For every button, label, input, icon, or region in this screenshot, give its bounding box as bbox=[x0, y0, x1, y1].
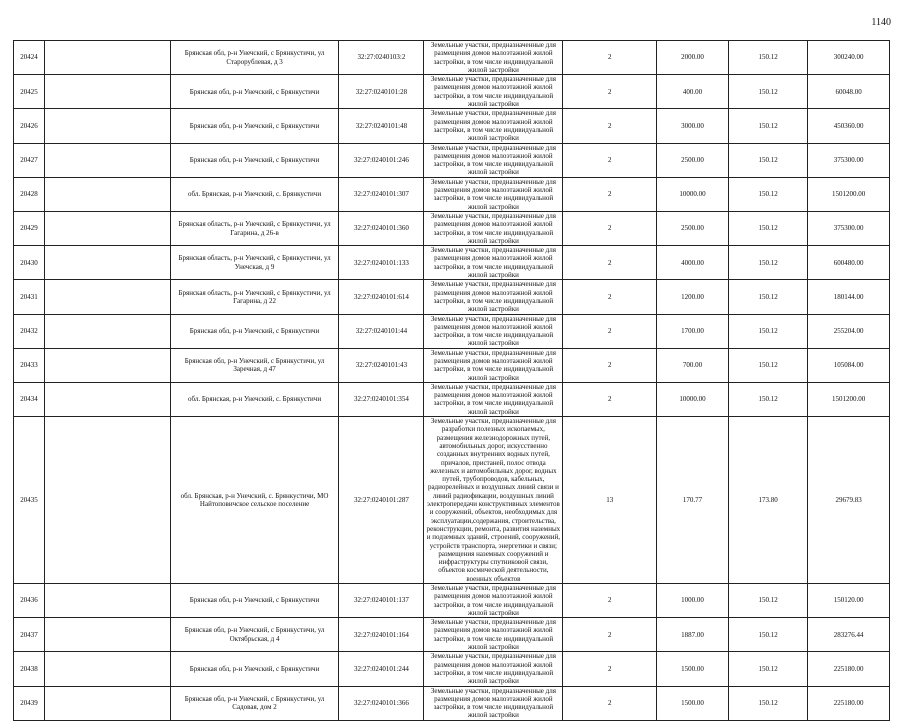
group-cell: 2 bbox=[563, 246, 657, 280]
spacer-cell bbox=[44, 41, 170, 75]
address-cell: Брянская обл, р-н Унечский, с Брянкустичи, ул Садовая, дом 2 bbox=[170, 686, 339, 720]
group-cell: 2 bbox=[563, 143, 657, 177]
group-cell: 2 bbox=[563, 75, 657, 109]
row-number-cell: 20431 bbox=[14, 280, 45, 314]
specific-value-cell: 173.80 bbox=[728, 417, 807, 584]
cadastral-value-cell: 180144.00 bbox=[808, 280, 890, 314]
row-number-cell: 20428 bbox=[14, 177, 45, 211]
page-number: 1140 bbox=[871, 17, 891, 28]
group-cell: 2 bbox=[563, 109, 657, 143]
area-cell: 2500.00 bbox=[657, 211, 729, 245]
spacer-cell bbox=[44, 211, 170, 245]
cadastral-value-cell: 1501200.00 bbox=[808, 382, 890, 416]
row-number-cell: 20438 bbox=[14, 652, 45, 686]
land-use-cell: Земельные участки, предназначенные для размещения домов малоэтажной жилой застройки, в том числе индивидуальной жилой застройки bbox=[424, 348, 563, 382]
row-number-cell: 20439 bbox=[14, 686, 45, 720]
cadastral-number-cell: 32:27:0240101:164 bbox=[339, 618, 424, 652]
address-cell: Брянская обл, р-н Унечский, с Брянкустичи bbox=[170, 75, 339, 109]
address-cell: Брянская обл, р-н Унечский, с Брянкустичи bbox=[170, 652, 339, 686]
address-cell: Брянская обл, р-н Унечский, с Брянкустичи bbox=[170, 584, 339, 618]
table-row bbox=[14, 584, 890, 618]
land-use-cell: Земельные участки, предназначенные для размещения домов малоэтажной жилой застройки, в том числе индивидуальной жилой застройки bbox=[424, 686, 563, 720]
area-cell: 4000.00 bbox=[657, 246, 729, 280]
cadastral-value-cell: 60048.00 bbox=[808, 75, 890, 109]
address-cell: Брянская область, р-н Унечский, с Брянкустичи, ул Унечская, д 9 bbox=[170, 246, 339, 280]
group-cell: 2 bbox=[563, 280, 657, 314]
specific-value-cell: 150.12 bbox=[728, 280, 807, 314]
area-cell: 1700.00 bbox=[657, 314, 729, 348]
area-cell: 700.00 bbox=[657, 348, 729, 382]
spacer-cell bbox=[44, 348, 170, 382]
group-cell: 2 bbox=[563, 348, 657, 382]
cadastral-value-cell: 450360.00 bbox=[808, 109, 890, 143]
group-cell: 2 bbox=[563, 618, 657, 652]
cadastral-value-cell: 300240.00 bbox=[808, 41, 890, 75]
group-cell: 2 bbox=[563, 314, 657, 348]
spacer-cell bbox=[44, 280, 170, 314]
table-row bbox=[14, 246, 890, 280]
land-use-cell: Земельные участки, предназначенные для размещения домов малоэтажной жилой застройки, в том числе индивидуальной жилой застройки bbox=[424, 41, 563, 75]
table-row bbox=[14, 280, 890, 314]
table-row bbox=[14, 211, 890, 245]
cadastral-number-cell: 32:27:0240101:28 bbox=[339, 75, 424, 109]
area-cell: 1000.00 bbox=[657, 584, 729, 618]
cadastral-number-cell: 32:27:0240101:133 bbox=[339, 246, 424, 280]
row-number-cell: 20435 bbox=[14, 417, 45, 584]
row-number-cell: 20424 bbox=[14, 41, 45, 75]
specific-value-cell: 150.12 bbox=[728, 246, 807, 280]
specific-value-cell: 150.12 bbox=[728, 686, 807, 720]
cadastral-value-cell: 375300.00 bbox=[808, 143, 890, 177]
table-row bbox=[14, 382, 890, 416]
table-row bbox=[14, 417, 890, 584]
cadastral-value-cell: 105084.00 bbox=[808, 348, 890, 382]
cadastral-value-cell: 600480.00 bbox=[808, 246, 890, 280]
cadastral-number-cell: 32:27:0240101:307 bbox=[339, 177, 424, 211]
row-number-cell: 20430 bbox=[14, 246, 45, 280]
cadastral-number-cell: 32:27:0240103:2 bbox=[339, 41, 424, 75]
table-row bbox=[14, 652, 890, 686]
land-use-cell: Земельные участки, предназначенные для размещения домов малоэтажной жилой застройки, в том числе индивидуальной жилой застройки bbox=[424, 211, 563, 245]
specific-value-cell: 150.12 bbox=[728, 584, 807, 618]
cadastral-number-cell: 32:27:0240101:44 bbox=[339, 314, 424, 348]
spacer-cell bbox=[44, 686, 170, 720]
land-use-cell: Земельные участки, предназначенные для разработки полезных ископаемых, размещения железнодорожных путей, автомобильных дорог, искусственно созданных внутренних водных путей, причалов, пристаней, полос отвода железных и автомобильных дорог, водных путей, трубопроводов, кабельных, радиорелейных и воздушных линий связи и линий радиофикации, воздушных линий электропередачи конструктивных элементов и сооружений, объектов, необходимых для эксплуатации,содержания, строительства, реконструкции, ремонта, развития наземных и подземных зданий, строений, сооружений, устройств транспорта, энергетики и связи; размещения наземных сооружений и инфраструктуры спутниковой связи, объектов космической деятельности, военных объектов bbox=[424, 417, 563, 584]
spacer-cell bbox=[44, 382, 170, 416]
cadastral-number-cell: 32:27:0240101:48 bbox=[339, 109, 424, 143]
land-use-cell: Земельные участки, предназначенные для размещения домов малоэтажной жилой застройки, в том числе индивидуальной жилой застройки bbox=[424, 382, 563, 416]
specific-value-cell: 150.12 bbox=[728, 41, 807, 75]
cadastral-value-cell: 375300.00 bbox=[808, 211, 890, 245]
specific-value-cell: 150.12 bbox=[728, 348, 807, 382]
specific-value-cell: 150.12 bbox=[728, 211, 807, 245]
area-cell: 170.77 bbox=[657, 417, 729, 584]
table-body bbox=[14, 41, 890, 721]
area-cell: 1500.00 bbox=[657, 652, 729, 686]
spacer-cell bbox=[44, 584, 170, 618]
specific-value-cell: 150.12 bbox=[728, 314, 807, 348]
group-cell: 2 bbox=[563, 211, 657, 245]
table-row bbox=[14, 314, 890, 348]
cadastral-number-cell: 32:27:0240101:43 bbox=[339, 348, 424, 382]
table-row bbox=[14, 41, 890, 75]
group-cell: 2 bbox=[563, 584, 657, 618]
spacer-cell bbox=[44, 618, 170, 652]
spacer-cell bbox=[44, 177, 170, 211]
address-cell: обл. Брянская, р-н Унечский, с. Брянкустичи bbox=[170, 382, 339, 416]
address-cell: Брянская обл, р-н Унечский, с Брянкустичи bbox=[170, 143, 339, 177]
cadastral-number-cell: 32:27:0240101:287 bbox=[339, 417, 424, 584]
address-cell: Брянская обл, р-н Унечский, с Брянкустичи, ул Заречная, д 47 bbox=[170, 348, 339, 382]
specific-value-cell: 150.12 bbox=[728, 177, 807, 211]
land-use-cell: Земельные участки, предназначенные для размещения домов малоэтажной жилой застройки, в том числе индивидуальной жилой застройки bbox=[424, 652, 563, 686]
cadastral-number-cell: 32:27:0240101:360 bbox=[339, 211, 424, 245]
group-cell: 13 bbox=[563, 417, 657, 584]
address-cell: Брянская обл, р-н Унечский, с Брянкустичи, ул Октябрьская, д 4 bbox=[170, 618, 339, 652]
group-cell: 2 bbox=[563, 41, 657, 75]
row-number-cell: 20425 bbox=[14, 75, 45, 109]
row-number-cell: 20434 bbox=[14, 382, 45, 416]
area-cell: 2500.00 bbox=[657, 143, 729, 177]
spacer-cell bbox=[44, 109, 170, 143]
group-cell: 2 bbox=[563, 652, 657, 686]
cadastral-value-cell: 29679.83 bbox=[808, 417, 890, 584]
cadastral-value-table bbox=[13, 40, 890, 721]
specific-value-cell: 150.12 bbox=[728, 143, 807, 177]
table-row bbox=[14, 686, 890, 720]
address-cell: Брянская обл, р-н Унечский, с Брянкустичи bbox=[170, 314, 339, 348]
area-cell: 3000.00 bbox=[657, 109, 729, 143]
group-cell: 2 bbox=[563, 686, 657, 720]
row-number-cell: 20426 bbox=[14, 109, 45, 143]
cadastral-number-cell: 32:27:0240101:614 bbox=[339, 280, 424, 314]
land-use-cell: Земельные участки, предназначенные для размещения домов малоэтажной жилой застройки, в том числе индивидуальной жилой застройки bbox=[424, 584, 563, 618]
land-use-cell: Земельные участки, предназначенные для размещения домов малоэтажной жилой застройки, в том числе индивидуальной жилой застройки bbox=[424, 75, 563, 109]
spacer-cell bbox=[44, 417, 170, 584]
cadastral-value-cell: 255204.00 bbox=[808, 314, 890, 348]
table-row bbox=[14, 177, 890, 211]
land-use-cell: Земельные участки, предназначенные для размещения домов малоэтажной жилой застройки, в том числе индивидуальной жилой застройки bbox=[424, 246, 563, 280]
table-row bbox=[14, 143, 890, 177]
land-use-cell: Земельные участки, предназначенные для размещения домов малоэтажной жилой застройки, в том числе индивидуальной жилой застройки bbox=[424, 618, 563, 652]
table-row bbox=[14, 109, 890, 143]
address-cell: Брянская обл, р-н Унечский, с Брянкустичи, ул Старорублевая, д 3 bbox=[170, 41, 339, 75]
spacer-cell bbox=[44, 246, 170, 280]
land-use-cell: Земельные участки, предназначенные для размещения домов малоэтажной жилой застройки, в том числе индивидуальной жилой застройки bbox=[424, 314, 563, 348]
address-cell: обл. Брянская, р-н Унечский, с. Брянкустичи, МО Найтоповичское сельское поселение bbox=[170, 417, 339, 584]
spacer-cell bbox=[44, 652, 170, 686]
address-cell: Брянская область, р-н Унечский, с Брянкустичи, ул Гагарина, д 26-в bbox=[170, 211, 339, 245]
specific-value-cell: 150.12 bbox=[728, 109, 807, 143]
group-cell: 2 bbox=[563, 177, 657, 211]
area-cell: 10000.00 bbox=[657, 177, 729, 211]
cadastral-number-cell: 32:27:0240101:137 bbox=[339, 584, 424, 618]
cadastral-value-cell: 1501200.00 bbox=[808, 177, 890, 211]
specific-value-cell: 150.12 bbox=[728, 75, 807, 109]
area-cell: 1500.00 bbox=[657, 686, 729, 720]
land-use-cell: Земельные участки, предназначенные для размещения домов малоэтажной жилой застройки, в том числе индивидуальной жилой застройки bbox=[424, 177, 563, 211]
cadastral-number-cell: 32:27:0240101:354 bbox=[339, 382, 424, 416]
row-number-cell: 20436 bbox=[14, 584, 45, 618]
table-row bbox=[14, 75, 890, 109]
cadastral-number-cell: 32:27:0240101:244 bbox=[339, 652, 424, 686]
specific-value-cell: 150.12 bbox=[728, 618, 807, 652]
group-cell: 2 bbox=[563, 382, 657, 416]
cadastral-number-cell: 32:27:0240101:246 bbox=[339, 143, 424, 177]
spacer-cell bbox=[44, 143, 170, 177]
cadastral-value-cell: 283276.44 bbox=[808, 618, 890, 652]
cadastral-value-cell: 225180.00 bbox=[808, 652, 890, 686]
cadastral-number-cell: 32:27:0240101:366 bbox=[339, 686, 424, 720]
area-cell: 1887.00 bbox=[657, 618, 729, 652]
row-number-cell: 20437 bbox=[14, 618, 45, 652]
row-number-cell: 20433 bbox=[14, 348, 45, 382]
row-number-cell: 20432 bbox=[14, 314, 45, 348]
table-row bbox=[14, 618, 890, 652]
cadastral-value-cell: 150120.00 bbox=[808, 584, 890, 618]
address-cell: Брянская обл, р-н Унечский, с Брянкустичи bbox=[170, 109, 339, 143]
spacer-cell bbox=[44, 314, 170, 348]
area-cell: 1200.00 bbox=[657, 280, 729, 314]
spacer-cell bbox=[44, 75, 170, 109]
specific-value-cell: 150.12 bbox=[728, 652, 807, 686]
cadastral-value-cell: 225180.00 bbox=[808, 686, 890, 720]
area-cell: 400.00 bbox=[657, 75, 729, 109]
area-cell: 2000.00 bbox=[657, 41, 729, 75]
area-cell: 10000.00 bbox=[657, 382, 729, 416]
row-number-cell: 20429 bbox=[14, 211, 45, 245]
address-cell: Брянская область, р-н Унечский, с Брянкустичи, ул Гагарина, д 22 bbox=[170, 280, 339, 314]
land-use-cell: Земельные участки, предназначенные для размещения домов малоэтажной жилой застройки, в том числе индивидуальной жилой застройки bbox=[424, 109, 563, 143]
address-cell: обл. Брянская, р-н Унечский, с. Брянкустичи bbox=[170, 177, 339, 211]
table-row bbox=[14, 348, 890, 382]
row-number-cell: 20427 bbox=[14, 143, 45, 177]
specific-value-cell: 150.12 bbox=[728, 382, 807, 416]
land-use-cell: Земельные участки, предназначенные для размещения домов малоэтажной жилой застройки, в том числе индивидуальной жилой застройки bbox=[424, 143, 563, 177]
land-use-cell: Земельные участки, предназначенные для размещения домов малоэтажной жилой застройки, в том числе индивидуальной жилой застройки bbox=[424, 280, 563, 314]
